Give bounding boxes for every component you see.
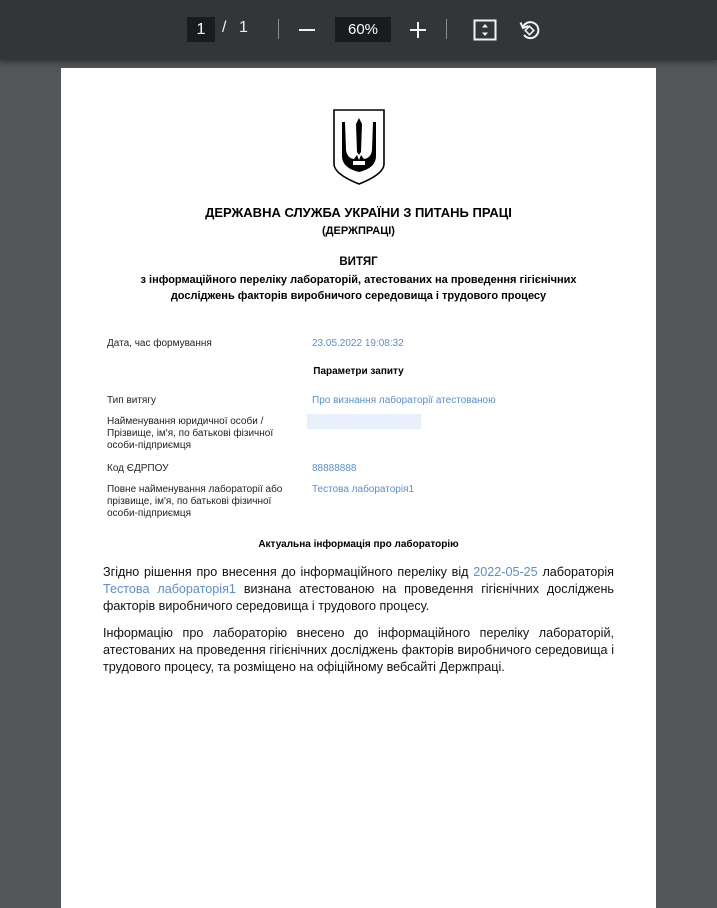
minus-icon (298, 21, 316, 39)
lab-label-line3: особи-підприємця (107, 508, 192, 519)
decision-text-b: лабораторія (537, 565, 614, 579)
fit-to-page-icon (473, 19, 497, 41)
entity-label (107, 416, 273, 452)
entity-label-line2: Прізвище, ім'я, по батькові фізичної (107, 428, 274, 439)
lab-value: Тестова лабораторія1 (312, 484, 415, 495)
toolbar-divider (446, 19, 447, 39)
zoom-out-button[interactable] (293, 16, 321, 44)
pdf-page (61, 68, 656, 908)
decision-date-link: 2022-05-25 (473, 565, 538, 579)
fit-to-page-button[interactable] (471, 16, 499, 44)
agency-name: ДЕРЖАВНА СЛУЖБА УКРАЇНИ З ПИТАНЬ ПРАЦІ (205, 205, 512, 220)
rotate-icon (518, 18, 542, 42)
page-separator: / (222, 19, 227, 36)
lab-label-line1: Повне найменування лабораторії або (107, 484, 283, 495)
toolbar-divider (278, 19, 279, 39)
date-label: Дата, час формування (107, 338, 212, 349)
pdf-toolbar (0, 0, 717, 60)
document-subtitle-line1: з інформаційного переліку лабораторій, атестованих на проведення гігієнічних (140, 274, 577, 286)
document-title: ВИТЯГ (339, 256, 378, 268)
type-label: Тип витягу (107, 395, 156, 406)
params-heading: Параметри запиту (313, 366, 404, 377)
ukraine-trident-emblem (332, 108, 386, 186)
zoom-in-button[interactable] (404, 16, 432, 44)
agency-short-name: (ДЕРЖПРАЦІ) (322, 225, 395, 237)
code-label: Код ЄДРПОУ (107, 463, 169, 474)
document-subtitle-line2: досліджень факторів виробничого середовища і трудового процесу (170, 290, 547, 302)
entity-label-line3: особи-підприємця (107, 440, 192, 451)
lab-label-line2: прізвище, ім'я, по батькові фізичної (107, 496, 272, 507)
current-page-input[interactable]: 1 (187, 17, 215, 42)
lab-name-link: Тестова лабораторія1 (103, 582, 236, 596)
decision-text-c: визнана атестованою на проведення гігієнічних досліджень факторів виробничого середовища і трудового процесу. (103, 582, 614, 613)
date-value: 23.05.2022 19:08:32 (312, 338, 404, 349)
decision-paragraph (103, 564, 614, 615)
lab-label (107, 484, 282, 520)
rotate-button[interactable] (516, 16, 544, 44)
total-pages: 1 (239, 19, 248, 36)
plus-icon (409, 21, 427, 39)
decision-text-a: Згідно рішення про внесення до інформаційного переліку від (103, 565, 474, 579)
code-value: 88888888 (312, 463, 357, 474)
zoom-level-input[interactable]: 60% (335, 17, 391, 42)
entity-value-empty (307, 414, 421, 429)
entity-label-line1: Найменування юридичної особи / (107, 416, 264, 427)
actual-info-heading: Актуальна інформація про лабораторію (258, 539, 459, 550)
publication-paragraph: Інформацію про лабораторію внесено до інформаційного переліку лабораторій, атестованих на проведення гігієнічних досліджень факторів виробничого середовища і трудового процесу, та розміщено на офіційному вебсайті Держпраці. (103, 626, 614, 674)
type-value: Про визнання лабораторії атестованою (312, 395, 496, 406)
